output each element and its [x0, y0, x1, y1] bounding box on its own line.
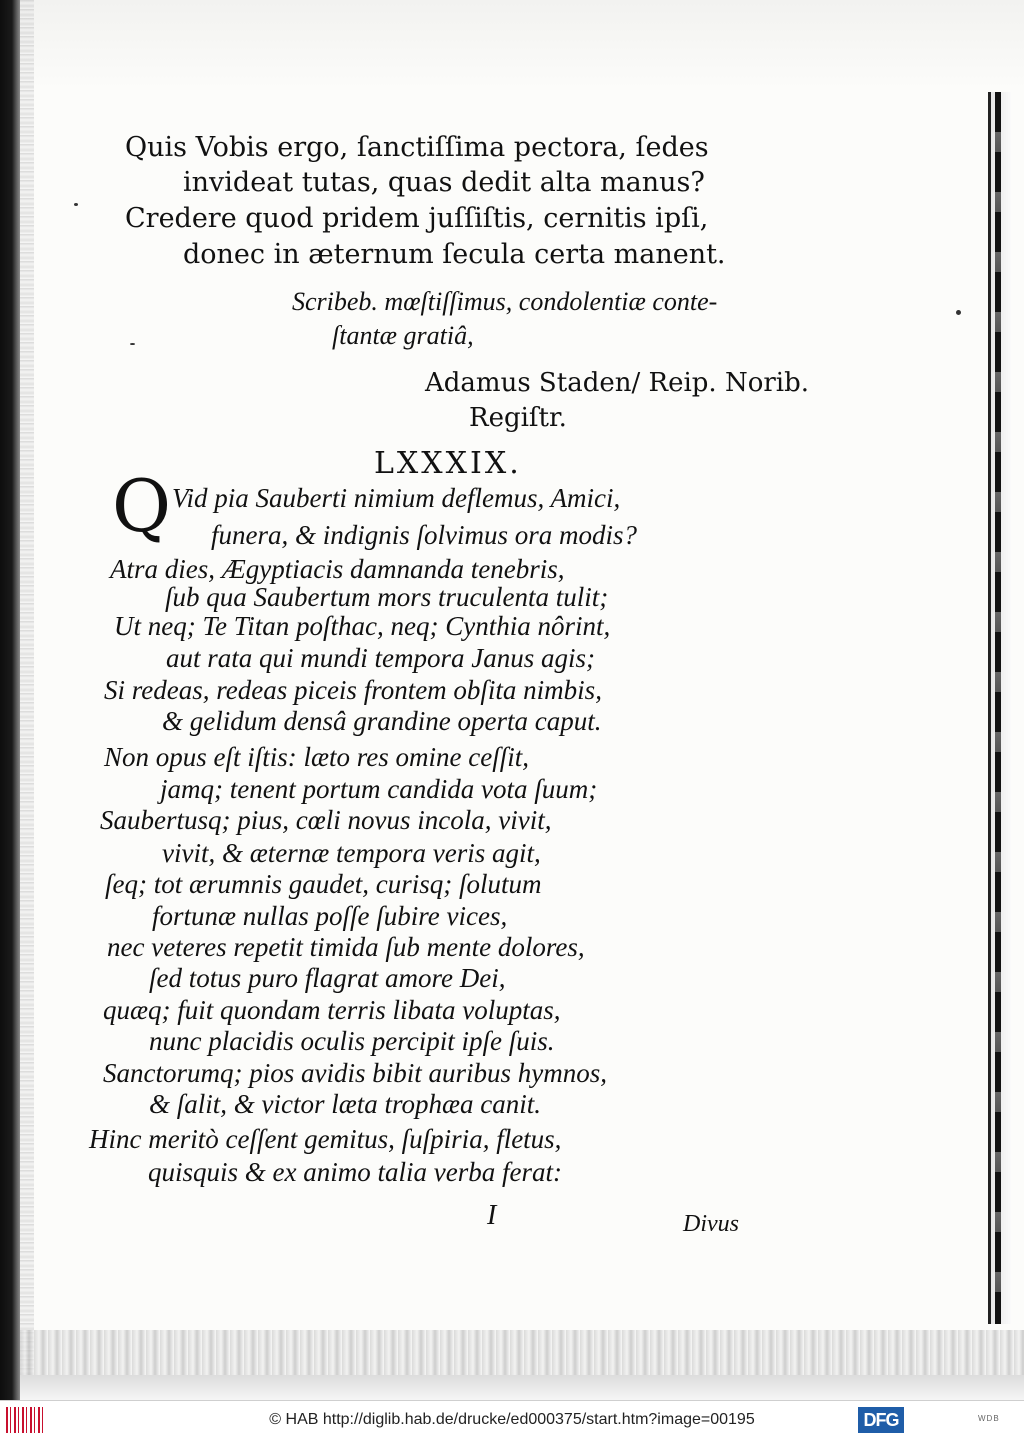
poem-line: Hinc meritò ceſſent gemitus, ſuſpiria, fletus,: [89, 1124, 562, 1154]
signature-line-2: ſtantæ gratiâ,: [332, 321, 474, 350]
margin-speck: [956, 310, 961, 315]
wdb-logo[interactable]: WDB: [978, 1414, 1000, 1423]
page-bottom-shade: [20, 1375, 1024, 1400]
signature-line-1: Scribeb. mœſtiſſimus, condolentiæ conte-: [292, 287, 718, 316]
book-binding-edge: [0, 0, 20, 1400]
poem-line: Atra dies, Ægyptiacis damnanda tenebris,: [110, 554, 565, 584]
page-top-shade: [20, 0, 1024, 90]
poem-line: jamq; tenent portum candida vota ſuum;: [160, 774, 598, 804]
copyright-link[interactable]: © HAB http://diglib.hab.de/drucke/ed000375/start.htm?image=00195: [269, 1411, 755, 1428]
poem-line: nunc placidis oculis percipit ipſe ſuis.: [149, 1026, 555, 1056]
viewer-footer: [0, 1400, 1024, 1438]
poem-line: aut rata qui mundi tempora Janus agis;: [166, 643, 595, 673]
page-right-edge: [988, 92, 1011, 1324]
poem-first-line: Vid pia Sauberti nimium deflemus, Amici,: [172, 483, 621, 513]
poem-line: ſeq; tot ærumnis gaudet, curisq; ſolutum: [105, 869, 542, 899]
binding-gutter: [20, 0, 34, 1400]
top-poem-line-3: Credere quod pridem juſſiſtis, cernitis ipſi,: [125, 203, 709, 234]
poem-line: funera, & indignis ſolvimus ora modis?: [211, 520, 638, 550]
catchword: Divus: [683, 1211, 739, 1237]
author-office: Regiſtr.: [469, 403, 567, 433]
top-poem-line-2: invideat tutas, quas dedit alta manus?: [183, 167, 705, 198]
poem-line: Saubertusq; pius, cœli novus incola, vivit,: [100, 805, 552, 835]
poem-line: quæq; fuit quondam terris libata voluptas,: [103, 995, 561, 1025]
poem-line: & ſalit, & victor læta trophæa canit.: [149, 1089, 542, 1119]
margin-speck: [130, 343, 135, 345]
drop-cap-initial: Q: [112, 464, 172, 548]
poem-line: nec veteres repetit timida ſub mente dolores,: [107, 932, 585, 962]
page-bottom-edge: [20, 1330, 1024, 1375]
poem-number-heading: LXXXIX.: [374, 446, 522, 481]
margin-speck: [74, 203, 78, 206]
poem-line: Ut neq; Te Titan poſthac, neq; Cynthia nôrint,: [114, 611, 611, 641]
author-name: Adamus Staden/ Reip. Norib.: [425, 368, 809, 398]
dfg-logo[interactable]: DFG: [858, 1407, 904, 1433]
poem-line: ſed totus puro flagrat amore Dei,: [149, 963, 506, 993]
top-poem-line-4: donec in æternum ſecula certa manent.: [183, 239, 726, 270]
poem-line: fortunæ nullas poſſe ſubire vices,: [152, 901, 508, 931]
poem-line: Si redeas, redeas piceis frontem obſita nimbis,: [104, 675, 602, 705]
poem-line: quisquis & ex animo talia verba ferat:: [148, 1157, 562, 1187]
poem-line: & gelidum densâ grandine operta caput.: [162, 706, 602, 736]
poem-line: Sanctorumq; pios avidis bibit auribus hymnos,: [103, 1058, 607, 1088]
poem-line: vivit, & æternæ tempora veris agit,: [162, 838, 541, 868]
signature-mark: I: [487, 1200, 497, 1231]
poem-line: ſub qua Saubertum mors truculenta tulit;: [165, 582, 609, 612]
top-poem-line-1: Quis Vobis ergo, ſanctiſſima pectora, ſedes: [125, 132, 709, 163]
poem-line: Non opus eſt iſtis: læto res omine ceſſit,: [104, 742, 529, 772]
